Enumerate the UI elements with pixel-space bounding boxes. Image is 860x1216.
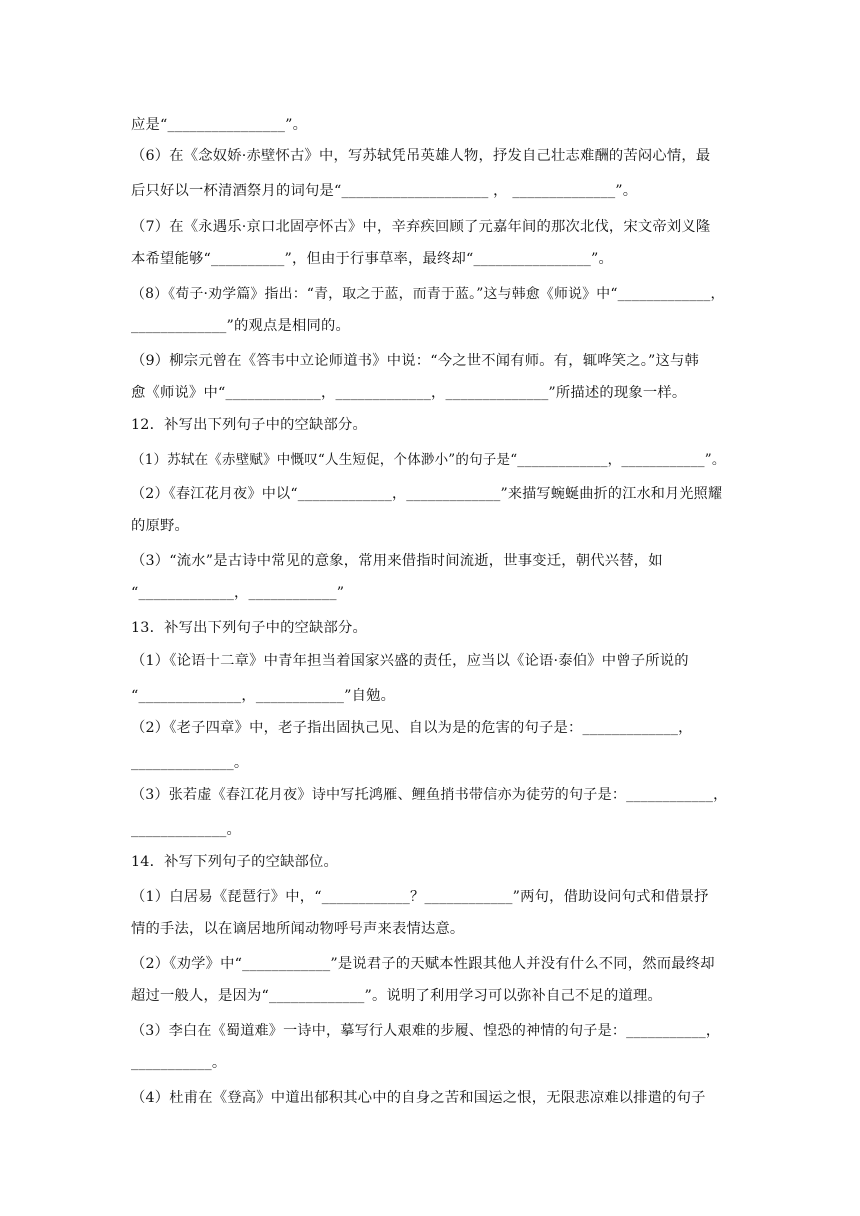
line-q12-1: （1）苏轼在《赤壁赋》中慨叹“人生短促，个体渺小”的句子是“_____________，____________”。: [131, 452, 726, 468]
line-q11-5-end: 应是“________________”。: [131, 117, 308, 133]
line-q14-2-a: （2）《劝学》中“____________”是说君子的天赋本性跟其他人并没有什么不同，然而最终却: [131, 956, 715, 972]
line-q11-9-b: 愈《师说》中“_____________，_____________，______________”所描述的现象一样。: [131, 385, 687, 401]
line-q13-2-b: ______________。: [131, 755, 249, 771]
line-q12-3-b: “_____________，____________”: [131, 585, 345, 601]
line-q13-1-b: “______________，____________”自勉。: [131, 688, 396, 704]
line-q12-2-b: 的原野。: [131, 518, 189, 534]
line-q12-3-a: （3）“流水”是古诗中常见的意象，常用来借指时间流逝，世事变迁，朝代兴替，如: [131, 553, 663, 569]
line-q14-2-b: 超过一般人，是因为“_____________”。说明了利用学习可以弥补自己不足的道理。: [131, 988, 662, 1004]
question-12-heading: 12．补写出下列句子中的空缺部分。: [131, 417, 368, 433]
line-q13-1-a: （1）《论语十二章》中青年担当着国家兴盛的责任，应当以《论语·泰伯》中曾子所说的: [131, 653, 689, 669]
line-q13-2-a: （2）《老子四章》中，老子指出固执己见、自以为是的危害的句子是：_____________，: [131, 720, 693, 736]
line-q12-2-a: （2）《春江花月夜》中以“_____________，_____________”来描写蜿蜒曲折的江水和月光照耀: [131, 486, 723, 502]
line-q11-8-a: （8）《荀子·劝学篇》指出：“青，取之于蓝，而青于蓝。”这与韩愈《师说》中“_____________，: [131, 286, 725, 302]
line-q11-6-a: （6）在《念奴娇·赤壁怀古》中，写苏轼凭吊英雄人物，抒发自己壮志难酬的苦闷心情，最: [131, 148, 711, 164]
line-q11-7-b: 本希望能够“__________”，但由于行事草率，最终却“________________”。: [131, 251, 614, 267]
line-q14-1-a: （1）白居易《琵琶行》中，“____________？____________”两句，借助设问句式和借景抒: [131, 889, 709, 905]
line-q11-6-b: 后只好以一杯清酒祭月的词句是“____________________ ， ______________”。: [131, 183, 638, 199]
line-q14-3-b: ___________。: [131, 1055, 227, 1071]
line-q11-9-a: （9）柳宗元曾在《答韦中立论师道书》中说：“今之世不闻有师。有，辄哗笑之。”这与韩: [131, 353, 700, 369]
question-13-heading: 13．补写出下列句子中的空缺部分。: [131, 620, 368, 636]
line-q14-4-a: （4）杜甫在《登高》中道出郁积其心中的自身之苦和国运之恨，无限悲凉难以排遣的句子: [131, 1090, 706, 1106]
line-q14-3-a: （3）李白在《蜀道难》一诗中，摹写行人艰难的步履、惶恐的神情的句子是：___________，: [131, 1023, 721, 1039]
question-14-heading: 14．补写下列句子的空缺部位。: [131, 854, 339, 870]
line-q14-1-b: 情的手法，以在谪居地所闻动物呼号声来表情达意。: [131, 921, 465, 937]
line-q11-8-b: _____________”的观点是相同的。: [131, 318, 351, 334]
line-q11-7-a: （7）在《永遇乐·京口北固亭怀古》中，辛弃疾回顾了元嘉年间的那次北伐，宋文帝刘义隆: [131, 219, 711, 235]
line-q13-3-a: （3）张若虚《春江花月夜》诗中写托鸿雁、鲤鱼捎书带信亦为徒劳的句子是：____________，: [131, 787, 728, 803]
line-q13-3-b: _____________。: [131, 822, 242, 838]
